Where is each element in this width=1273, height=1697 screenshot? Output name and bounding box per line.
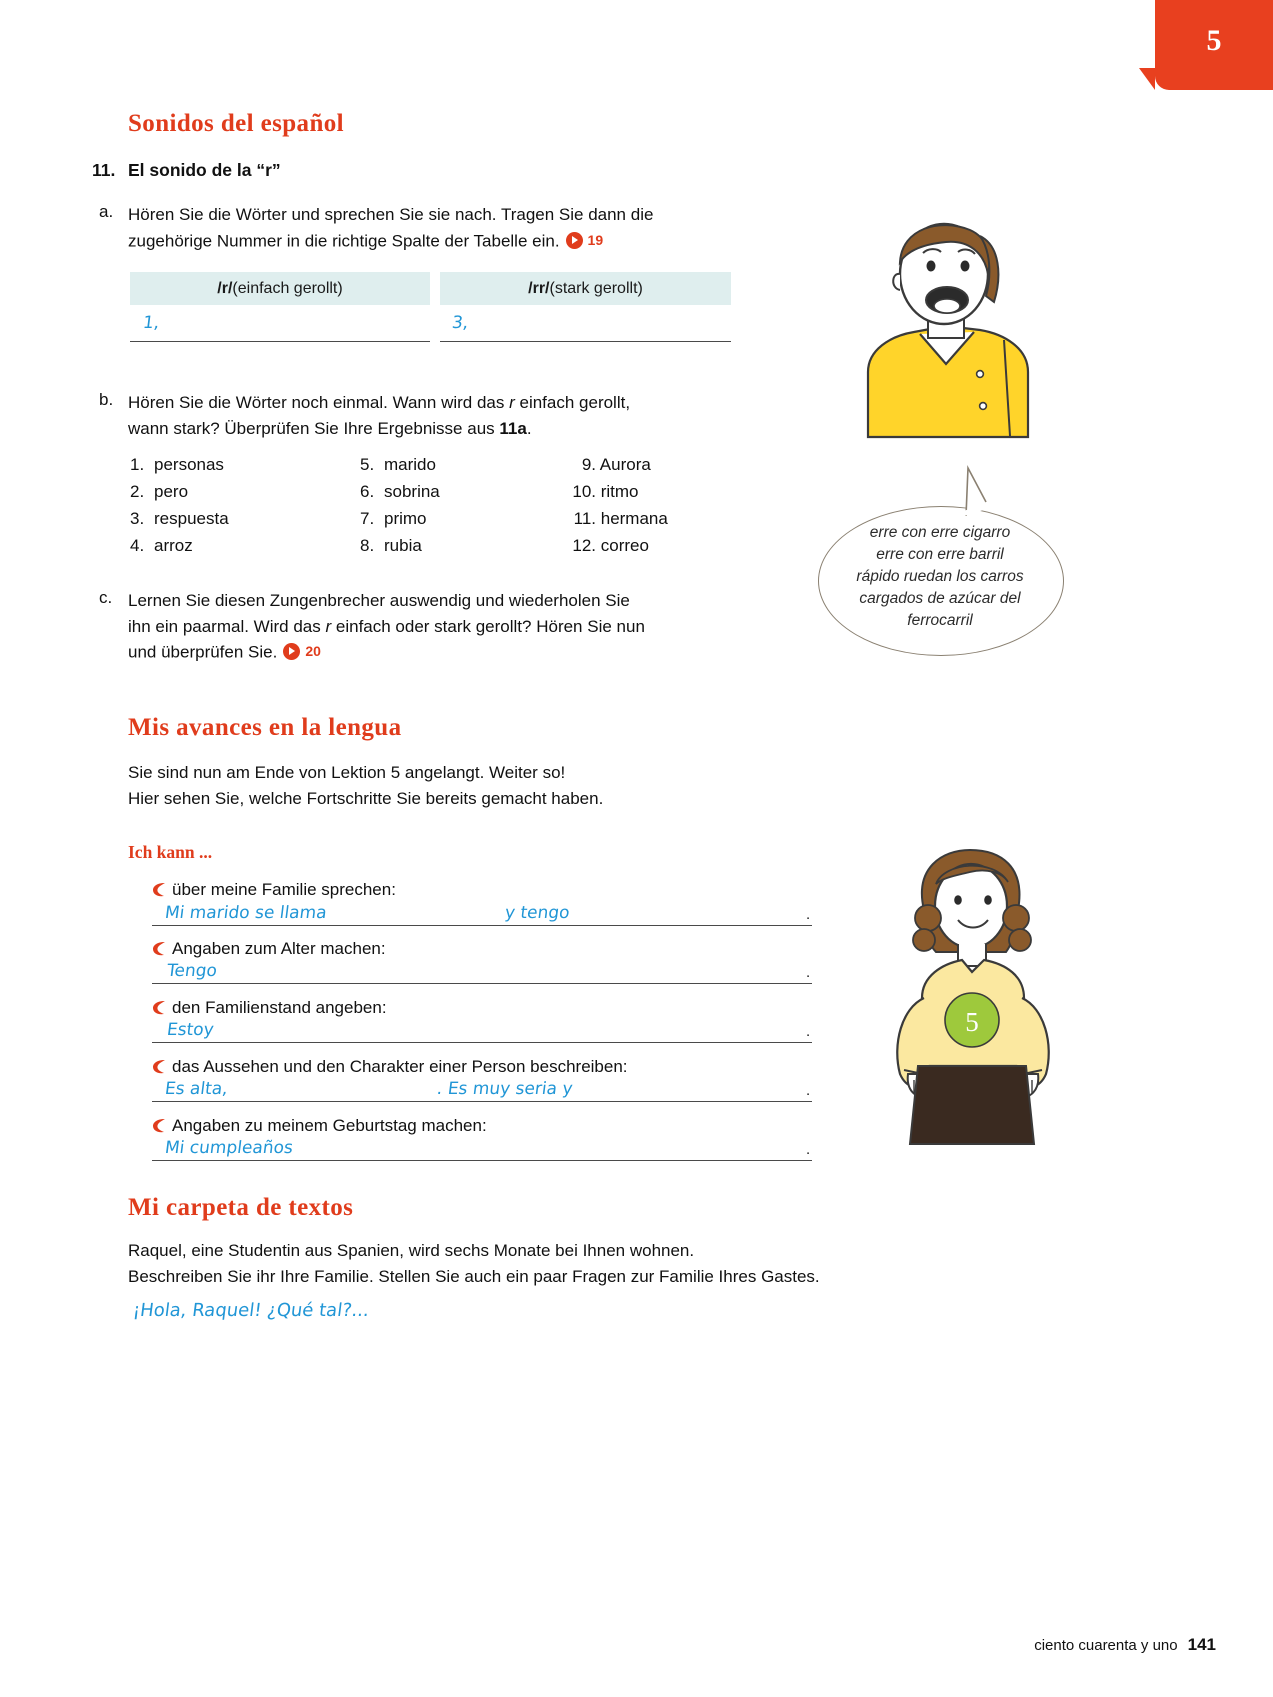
task-c-line1: Lernen Sie diesen Zungenbrecher auswendig und wiederholen Sie: [128, 591, 630, 610]
can-do-heading: Ich kann ...: [128, 842, 213, 862]
task-b-text: [128, 390, 748, 441]
phoneme-r: /r/: [217, 279, 233, 297]
speech-bubble-tail: [940, 462, 1000, 518]
task-b-ref: 11a: [499, 418, 527, 438]
task-a-line1: Hören Sie die Wörter und sprechen Sie sie nach. Tragen Sie dann die: [128, 205, 654, 224]
audio-marker-19[interactable]: [566, 228, 604, 254]
word-text: marido: [384, 455, 436, 474]
word-item: [130, 509, 229, 529]
crescent-bullet-icon: [153, 941, 166, 956]
tt-line-2: erre con erre barril: [876, 546, 1004, 563]
word-number: 8.: [360, 536, 375, 555]
word-item: [566, 455, 651, 475]
tt-line-1: erre con erre cigarro: [869, 524, 1011, 541]
word-item: [360, 482, 440, 502]
crescent-bullet-icon: [153, 1059, 166, 1074]
phoneme-rr: /rr/: [528, 279, 550, 297]
tt-line-3: rápido ruedan los carros: [856, 568, 1024, 585]
word-number: 10.: [572, 482, 596, 501]
page-footer: [1034, 1635, 1216, 1655]
checklist-answer-2[interactable]: . Es muy seria y: [435, 1079, 574, 1099]
checklist-rule[interactable]: [152, 1101, 812, 1102]
word-item: [566, 536, 649, 556]
task-b-line1-post: einfach gerollt,: [514, 393, 631, 412]
avances-intro-line1: Sie sind nun am Ende von Lektion 5 angelangt. Weiter so!: [128, 763, 566, 782]
word-number: 5.: [360, 455, 375, 474]
table-header-r: [130, 272, 430, 305]
task-b-line2-pre: wann stark? Überprüfen Sie Ihre Ergebnisse aus: [128, 418, 500, 438]
tt-line-4: cargados de azúcar del: [859, 590, 1021, 607]
checklist-label: den Familienstand angeben:: [172, 998, 387, 1017]
task-a-letter: a.: [99, 202, 114, 221]
checklist-label: über meine Familie sprechen:: [172, 880, 396, 899]
audio-marker-20[interactable]: [283, 639, 321, 665]
word-item: [566, 509, 668, 529]
avances-intro-line2: Hier sehen Sie, welche Fortschritte Sie bereits gemacht haben.: [128, 788, 604, 808]
page-number: 141: [1187, 1635, 1216, 1654]
checklist-label: Angaben zu meinem Geburtstag machen:: [172, 1116, 487, 1135]
section-heading-avances: Mis avances en la lengua: [128, 714, 402, 741]
audio-track-number: 20: [305, 643, 321, 659]
tab-notch: [1139, 68, 1155, 90]
word-number: 6.: [360, 482, 375, 501]
illustration-man: [828, 222, 1058, 457]
section-heading-carpeta: Mi carpeta de textos: [128, 1194, 354, 1221]
phoneme-r-desc: (einfach gerollt): [232, 279, 343, 297]
task-c-line3: und überprüfen Sie.: [128, 642, 278, 662]
word-number: 12.: [572, 536, 596, 555]
checklist-rule[interactable]: [152, 1042, 812, 1043]
carpeta-line1: Raquel, eine Studentin aus Spanien, wird sechs Monate bei Ihnen wohnen.: [128, 1241, 695, 1260]
task-c-line2-post: einfach oder stark gerollt? Hören Sie nun: [331, 616, 645, 636]
task-c-letter: c.: [99, 588, 113, 607]
checklist-rule[interactable]: [152, 925, 812, 926]
exercise-number: 11.: [92, 160, 116, 180]
checklist-trailing-dot: .: [806, 906, 811, 923]
tongue-twister-text: [818, 522, 1062, 632]
task-b-letter: b.: [99, 390, 114, 409]
table-answer-r[interactable]: 1,: [141, 313, 161, 333]
word-item: [130, 482, 188, 502]
checklist-answer-2[interactable]: y tengo: [503, 903, 571, 923]
checklist-answer[interactable]: Mi cumpleaños: [163, 1138, 295, 1158]
word-number: 7.: [360, 509, 375, 528]
task-c-line2-pre: ihn ein paarmal. Wird das: [128, 616, 326, 636]
checklist-label: Angaben zum Alter machen:: [172, 939, 386, 958]
word-number: 11.: [573, 509, 596, 528]
word-text: pero: [154, 482, 189, 501]
word-text: correo: [600, 536, 649, 555]
word-text: hermana: [600, 509, 668, 528]
checklist-answer[interactable]: Estoy: [165, 1020, 215, 1040]
carpeta-line2: Beschreiben Sie ihr Ihre Familie. Stellen Sie auch ein paar Fragen zur Familie Ihres Gastes.: [128, 1266, 820, 1286]
word-text: Aurora: [599, 455, 651, 474]
word-text: sobrina: [384, 482, 440, 501]
answer-rule-r[interactable]: [130, 341, 430, 342]
checklist-trailing-dot: .: [806, 964, 811, 981]
crescent-bullet-icon: [153, 1118, 166, 1133]
tt-line-5: ferrocarril: [907, 612, 973, 629]
word-text: ritmo: [600, 482, 639, 501]
task-a-line2: zugehörige Nummer in die richtige Spalte der Tabelle ein.: [128, 230, 560, 250]
avances-intro: [128, 760, 808, 811]
task-b-line1-pre: Hören Sie die Wörter noch einmal. Wann wird das: [128, 393, 510, 412]
word-text: rubia: [384, 536, 422, 555]
play-icon: [283, 643, 300, 660]
word-item: [130, 536, 193, 556]
task-c-text: [128, 588, 758, 665]
task-b-line2-post: .: [526, 418, 532, 438]
checklist-label: das Aussehen und den Charakter einer Person beschreiben:: [172, 1057, 628, 1076]
phoneme-rr-desc: (stark gerollt): [549, 279, 643, 297]
checklist-answer[interactable]: Es alta,: [163, 1079, 229, 1099]
word-number: 4.: [130, 536, 145, 555]
table-answer-rr[interactable]: 3,: [450, 313, 470, 333]
word-number: 3.: [130, 509, 145, 528]
word-item: [360, 509, 427, 529]
word-item: [566, 482, 639, 502]
word-item: [360, 455, 436, 475]
word-text: respuesta: [154, 509, 229, 528]
section-heading-sonidos: Sonidos del español: [128, 110, 345, 137]
play-icon: [566, 232, 583, 249]
word-item: [360, 536, 422, 556]
crescent-bullet-icon: [153, 1000, 166, 1015]
checklist-trailing-dot: .: [806, 1023, 811, 1040]
illustration-woman: [866, 848, 1076, 1148]
shirt-number: 5: [965, 1007, 979, 1037]
crescent-bullet-icon: [153, 882, 166, 897]
word-number: 9.: [581, 455, 596, 474]
word-text: personas: [154, 455, 224, 474]
word-number: 2.: [130, 482, 145, 501]
task-a-text: [128, 202, 748, 253]
checklist-rule[interactable]: [152, 1160, 812, 1161]
answer-rule-rr[interactable]: [440, 341, 731, 342]
word-text: primo: [384, 509, 427, 528]
carpeta-text: [128, 1238, 1128, 1289]
word-text: arroz: [154, 536, 193, 555]
checklist-answer[interactable]: Tengo: [165, 961, 219, 981]
carpeta-handwriting[interactable]: ¡Hola, Raquel! ¿Qué tal?...: [131, 1300, 371, 1321]
lesson-number-tab: [1155, 0, 1273, 90]
word-number: 1.: [130, 455, 145, 474]
task-c-line2-italic: r: [325, 616, 332, 636]
exercise-title: El sonido de la “r”: [128, 160, 281, 180]
word-item: [130, 455, 224, 475]
footer-text: ciento cuarenta y uno: [1034, 1637, 1178, 1654]
checklist-answer[interactable]: Mi marido se llama: [163, 903, 328, 923]
audio-track-number: 19: [587, 231, 604, 248]
table-header-rr: [440, 272, 731, 305]
checklist-trailing-dot: .: [806, 1141, 811, 1158]
lesson-number: 5: [1206, 24, 1222, 57]
task-b-line1-italic: r: [509, 393, 515, 412]
checklist-rule[interactable]: [152, 983, 812, 984]
checklist-trailing-dot: .: [806, 1082, 811, 1099]
